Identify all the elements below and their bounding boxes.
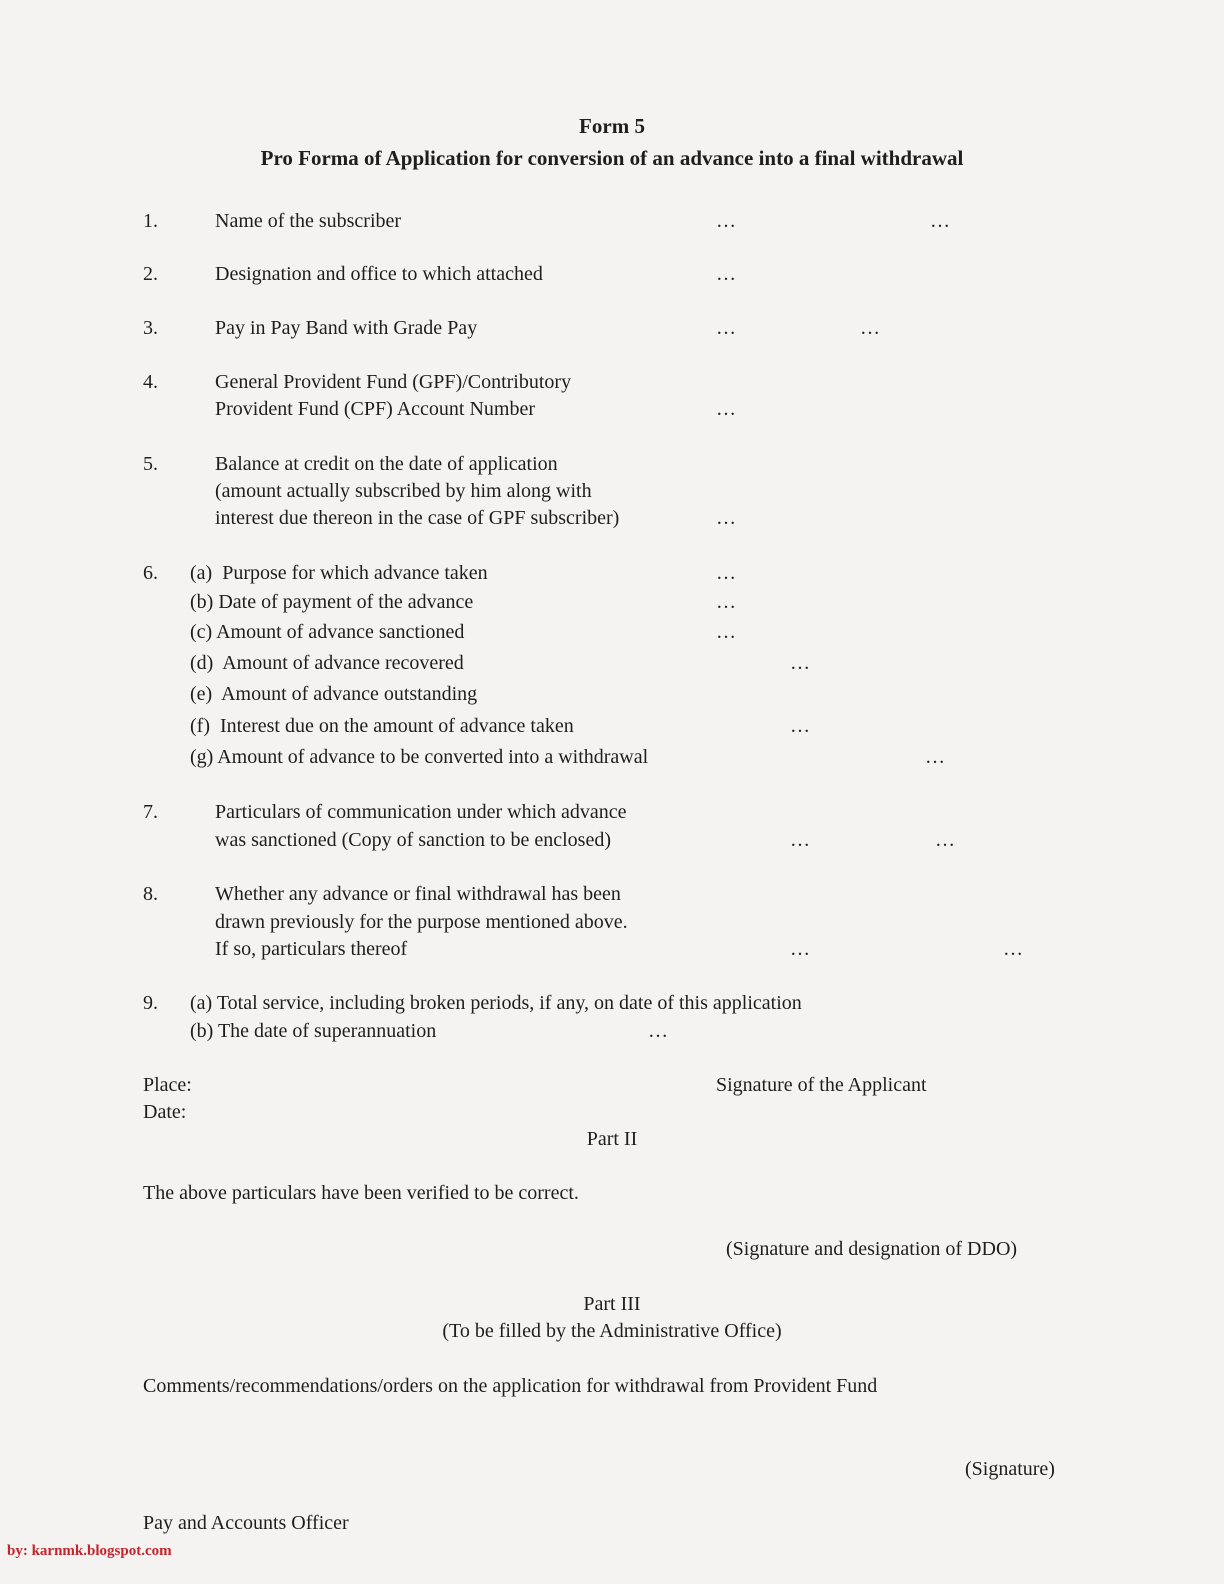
item-1-label: Name of the subscriber xyxy=(215,210,402,232)
item-6d-label: (d) Amount of advance recovered xyxy=(190,652,464,674)
item-6a-label: (a) Purpose for which advance taken xyxy=(190,562,488,584)
dotted-answer-space: … xyxy=(716,621,737,643)
item-4-line-1: General Provident Fund (GPF)/Contributory xyxy=(215,371,572,393)
comments-text: Comments/recommendations/orders on the application for withdrawal from Provident Fund xyxy=(143,1375,878,1397)
dotted-answer-space: … xyxy=(716,210,737,232)
item-6c-label: (c) Amount of advance sanctioned xyxy=(190,621,465,643)
item-3-number: 3. xyxy=(143,317,158,339)
item-7-number: 7. xyxy=(143,801,158,823)
blog-credit-watermark: by: karnmk.blogspot.com xyxy=(7,1543,172,1559)
part-2-heading: Part II xyxy=(586,1128,638,1150)
dotted-answer-space: … xyxy=(790,652,811,674)
ddo-signature-label: (Signature and designation of DDO) xyxy=(726,1238,1018,1260)
part-3-subheading: (To be filled by the Administrative Office) xyxy=(442,1320,782,1342)
item-3-label: Pay in Pay Band with Grade Pay xyxy=(215,317,478,339)
applicant-signature-label: Signature of the Applicant xyxy=(716,1074,927,1096)
dotted-answer-space: … xyxy=(716,263,737,285)
item-8-line-2: drawn previously for the purpose mentioned above. xyxy=(215,911,628,933)
pao-label: Pay and Accounts Officer xyxy=(143,1512,349,1534)
item-2-number: 2. xyxy=(143,263,158,285)
dotted-answer-space: … xyxy=(925,746,946,768)
item-2-label: Designation and office to which attached xyxy=(215,263,543,285)
form-subtitle: Pro Forma of Application for conversion of an advance into a final withdrawal xyxy=(260,146,964,170)
item-9a-label: (a) Total service, including broken periods, if any, on date of this application xyxy=(190,992,802,1014)
dotted-answer-space: … xyxy=(648,1020,669,1042)
item-6-number: 6. xyxy=(143,562,158,584)
item-5-line-2: (amount actually subscribed by him along with xyxy=(215,480,592,502)
date-label: Date: xyxy=(143,1101,187,1123)
dotted-answer-space: … xyxy=(716,398,737,420)
dotted-answer-space: … xyxy=(716,562,737,584)
dotted-answer-space: … xyxy=(790,715,811,737)
item-5-line-1: Balance at credit on the date of application xyxy=(215,453,558,475)
part-3-heading: Part III xyxy=(583,1293,641,1315)
item-5-line-3: interest due thereon in the case of GPF subscriber) xyxy=(215,507,620,529)
dotted-answer-space: … xyxy=(930,210,951,232)
signature-label: (Signature) xyxy=(965,1458,1055,1480)
form-title: Form 5 xyxy=(579,114,645,138)
dotted-answer-space: … xyxy=(860,317,881,339)
item-8-number: 8. xyxy=(143,883,158,905)
item-1-number: 1. xyxy=(143,210,158,232)
item-6f-label: (f) Interest due on the amount of advance taken xyxy=(190,715,574,737)
dotted-answer-space: … xyxy=(1003,938,1024,960)
dotted-answer-space: … xyxy=(790,829,811,851)
item-6b-label: (b) Date of payment of the advance xyxy=(190,591,474,613)
item-8-line-3: If so, particulars thereof xyxy=(215,938,408,960)
item-8-line-1: Whether any advance or final withdrawal has been xyxy=(215,883,621,905)
dotted-answer-space: … xyxy=(716,317,737,339)
item-9-number: 9. xyxy=(143,992,158,1014)
item-7-line-2: was sanctioned (Copy of sanction to be enclosed) xyxy=(215,829,612,851)
place-label: Place: xyxy=(143,1074,192,1096)
dotted-answer-space: … xyxy=(790,938,811,960)
item-5-number: 5. xyxy=(143,453,158,475)
dotted-answer-space: … xyxy=(716,507,737,529)
verification-text: The above particulars have been verified to be correct. xyxy=(143,1182,579,1204)
item-6e-label: (e) Amount of advance outstanding xyxy=(190,683,478,705)
dotted-answer-space: … xyxy=(935,829,956,851)
item-9b-label: (b) The date of superannuation xyxy=(190,1020,437,1042)
dotted-answer-space: … xyxy=(716,591,737,613)
item-4-number: 4. xyxy=(143,371,158,393)
item-6g-label: (g) Amount of advance to be converted into a withdrawal xyxy=(190,746,649,768)
item-4-line-2: Provident Fund (CPF) Account Number xyxy=(215,398,535,420)
item-7-line-1: Particulars of communication under which advance xyxy=(215,801,627,823)
